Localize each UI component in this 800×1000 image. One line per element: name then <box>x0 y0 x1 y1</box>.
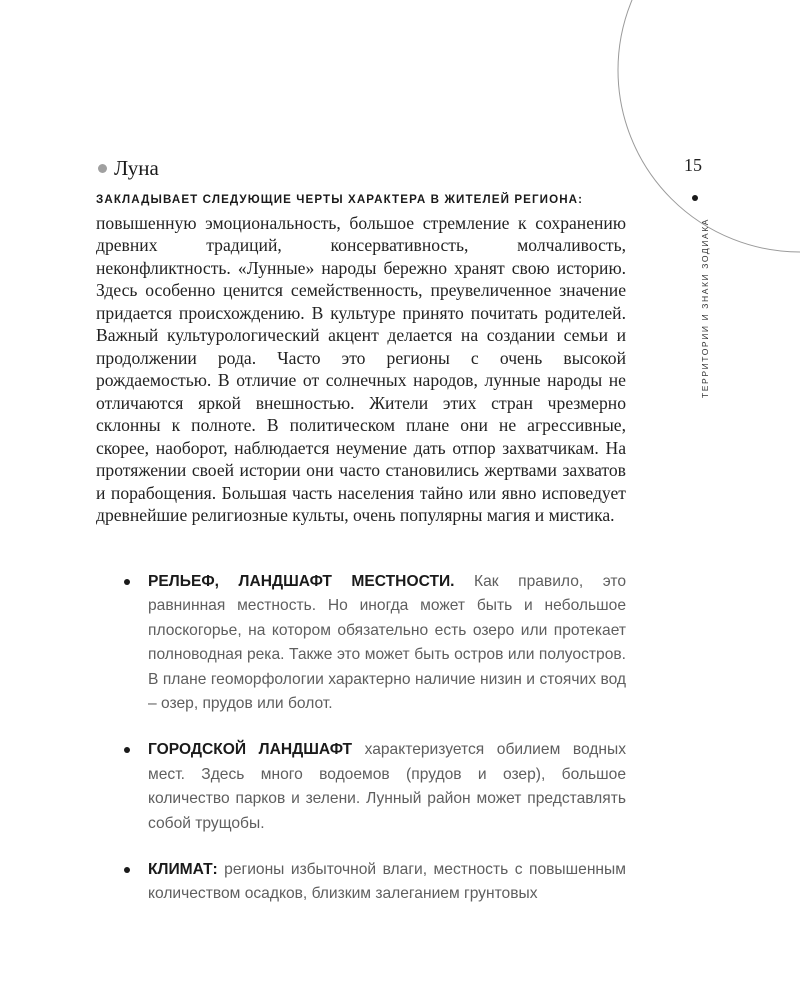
bullet-text: регионы избыточной влаги, местность с повышенным количеством осадков, близким залеганием грунтовых <box>148 861 626 903</box>
bullet-item-climate <box>148 858 626 907</box>
bullet-icon <box>124 867 130 873</box>
bullet-list <box>0 570 800 929</box>
bullet-title: РЕЛЬЕФ, ЛАНДШАФТ МЕСТНОСТИ. <box>148 573 455 590</box>
bullet-text: характеризуется обилием водных мест. Здесь много водоемов (прудов и озер), большое количество парков и зелени. Лунный район может представлять собой трущобы. <box>148 741 626 832</box>
bullet-icon <box>124 579 130 585</box>
bullet-title: ГОРОДСКОЙ ЛАНДШАФТ <box>148 741 353 759</box>
bullet-text: Как правило, это равнинная местность. Но иногда может быть и небольшое плоскогорье, на котором обязательно есть озеро или протекает полноводная река. Также это может быть остров или полуостров. В плане геоморфологии характерно наличие низин и стоячих вод – озер, прудов или болот. <box>148 573 626 713</box>
arc-marker-dot <box>692 195 698 201</box>
bullet-item-relief <box>148 570 626 716</box>
section-paragraph: повышенную эмоциональность, большое стремление к сохранению древних традиций, консервативность, молчаливость, неконфликтность. «Лунные» народы бережно хранят свою историю. Здесь особенно ценится семейственность, преувеличенное значение придается происхождению. В культуре принято почитать родителей. Важный культурологический акцент делается на создании семьи и продолжении рода. Часто это регионы с очень высокой рождаемостью. В отличие от солнечных народов, лунные народы не отличаются яркой внешностью. Жители этих стран чрезмерно склонны к полноте. В политическом плане они не агрессивные, скорее, наоборот, наблюдается неумение дать отпор захватчикам. На протяжении своей истории они часто становились жертвами захватов и порабощения. Большая часть населения тайно или явно исповедует древнейшие религиозные культы, очень популярны магия и мистика. <box>96 212 626 525</box>
section-body <box>96 189 626 527</box>
page-number: 15 <box>684 155 702 175</box>
bullet-item-city <box>148 738 626 836</box>
bullet-icon <box>124 747 130 753</box>
section-lead: ЗАКЛАДЫВАЕТ СЛЕДУЮЩИЕ ЧЕРТЫ ХАРАКТЕРА В ЖИТЕЛЕЙ РЕГИОНА: <box>96 193 584 206</box>
section-heading-row <box>98 156 159 181</box>
section-heading: Луна <box>114 156 159 180</box>
bullet-title: КЛИМАТ: <box>148 861 218 879</box>
running-head: ТЕРРИТОРИИ И ЗНАКИ ЗОДИАКА <box>700 217 710 398</box>
heading-bullet-icon <box>98 164 107 173</box>
